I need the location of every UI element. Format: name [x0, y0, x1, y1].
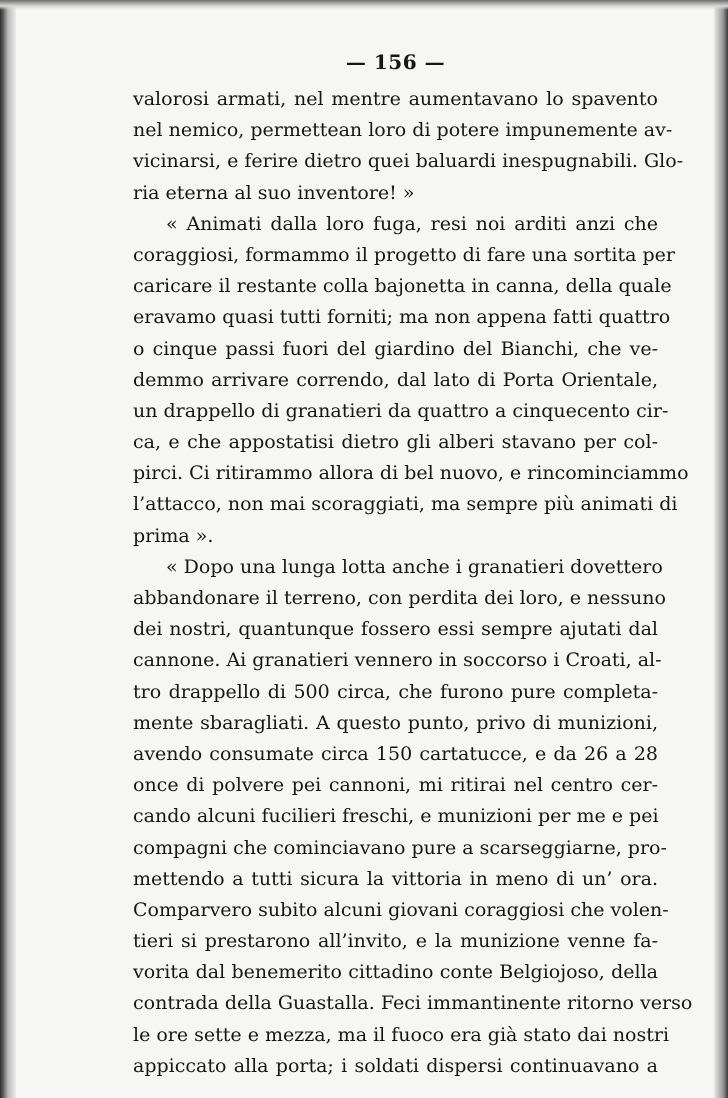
text-line: demmo arrivare correndo, dal lato di Porta Orientale,	[133, 368, 658, 391]
page-right-edge-shadow	[714, 0, 728, 1098]
text-line: nel nemico, permettean loro di potere impunemente av-	[133, 119, 673, 142]
text-line: l’attacco, non mai scoraggiati, ma sempre più animati di	[133, 493, 678, 516]
text-line: Comparvero subito alcuni giovani coraggiosi che volen-	[133, 898, 669, 921]
text-line: mettendo a tutti sicura la vittoria in meno di un’ ora.	[133, 867, 658, 890]
page-top-edge-shadow	[0, 0, 728, 10]
text-line: mente sbaragliati. A questo punto, privo di munizioni,	[133, 711, 658, 734]
body-text	[133, 84, 693, 1082]
text-line: valorosi armati, nel mentre aumentavano lo spavento	[133, 88, 658, 110]
text-line: « Dopo una lunga lotta anche i granatieri dovettero	[166, 555, 663, 578]
page-left-edge-shadow	[0, 0, 16, 1098]
text-line: abbandonare il terreno, con perdita dei loro, e nessuno	[133, 587, 666, 609]
text-line: eravamo quasi tutti forniti; ma non appena fatti quattro	[133, 306, 671, 329]
text-line: ca, e che appostatisi dietro gli alberi stavano per col-	[133, 431, 658, 454]
text-line: compagni che cominciavano pure a scarseggiarne, pro-	[133, 836, 667, 859]
text-line: vicinarsi, e ferire dietro quei baluardi inespugnabili. Glo-	[133, 150, 684, 173]
text-line: cando alcuni fucilieri freschi, e munizioni per me e pei	[133, 805, 659, 828]
text-line: once di polvere pei cannoni, mi ritirai nel centro cer-	[133, 774, 658, 797]
text-line: ria eterna al suo inventore! »	[133, 181, 415, 204]
text-line: le ore sette e mezza, ma il fuoco era già stato dai nostri	[133, 1023, 670, 1046]
text-line: un drappello di granatieri da quattro a cinquecento cir-	[133, 399, 669, 422]
text-line: coraggiosi, formammo il progetto di fare una sortita per	[133, 243, 676, 266]
text-line: contrada della Guastalla. Feci immantinente ritorno verso	[133, 992, 693, 1015]
text-line: pirci. Ci ritirammo allora di bel nuovo, e rincominciammo	[133, 462, 689, 485]
text-block	[133, 40, 693, 1082]
text-line: « Animati dalla loro fuga, resi noi arditi anzi che	[166, 212, 658, 235]
text-line: caricare il restante colla bajonetta in canna, della quale	[133, 275, 672, 298]
text-line: o cinque passi fuori del giardino del Bianchi, che ve-	[133, 337, 658, 360]
text-line: appiccato alla porta; i soldati dispersi continuavano a	[133, 1054, 658, 1077]
text-line: prima ».	[133, 524, 214, 547]
text-line: cannone. Ai granatieri vennero in soccorso i Croati, al-	[133, 649, 662, 672]
text-line: tro drappello di 500 circa, che furono pure completa-	[133, 680, 658, 703]
text-line: tieri si prestarono all’invito, e la munizione venne fa-	[133, 930, 658, 953]
text-line: vorita dal benemerito cittadino conte Belgiojoso, della	[133, 961, 658, 984]
page-number: — 156 —	[345, 50, 446, 74]
text-line: avendo consumate circa 150 cartatucce, e da 26 a 28	[133, 742, 658, 765]
text-line: dei nostri, quantunque fossero essi sempre ajutati dal	[133, 618, 658, 641]
